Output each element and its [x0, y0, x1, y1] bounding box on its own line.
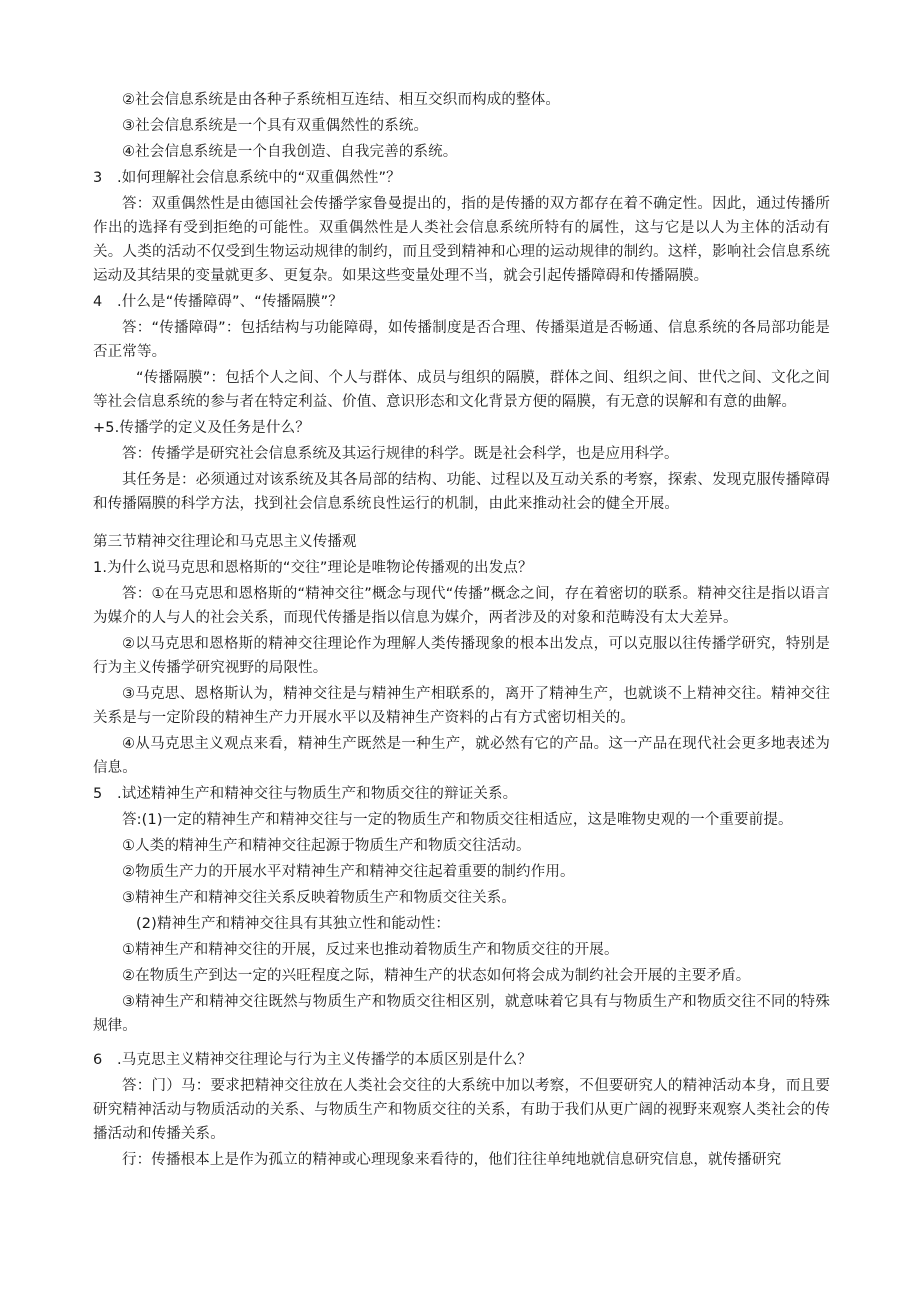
paragraph: 答:(1)一定的精神生产和精神交往与一定的物质生产和物质交往相适应，这是唯物史观的一个重要前提。	[122, 812, 793, 828]
question-line: 3 .如何理解社会信息系统中的“双重偶然性”？	[93, 170, 401, 186]
section-spacer	[93, 1040, 830, 1048]
paragraph: 答：“传播障碍”：包括结构与功能障碍，如传播制度是否合理、传播渠道是否畅通、信息系统的各局部功能是否正常等。	[93, 320, 830, 360]
paragraph: 答：双重偶然性是由德国社会传播学家鲁曼提出的，指的是传播的双方都存在着不确定性。因此，通过传播所作出的选择有受到拒绝的可能性。双重偶然性是人类社会信息系统所特有的属性，这与它是以人为主体的活动有关。人类的活动不仅受到生物运动规律的制约，而且受到精神和心理的运动规律的制约。这样，影响社会信息系统运动及其结果的变量就更多、更复杂。如果这些变量处理不当，就会引起传播障碍和传播隔膜。	[93, 196, 830, 284]
paragraph: 答：门）马：要求把精神交往放在人类社会交往的大系统中加以考察，不但要研究人的精神活动本身，而且要研究精神活动与物质活动的关系、与物质生产和物质交往的关系，有助于我们从更广阔的视野来观察人类社会的传播活动和传播关系。	[93, 1078, 830, 1142]
paragraph: ④社会信息系统是一个自我创造、自我完善的系统。	[122, 144, 458, 160]
paragraph: ①精神生产和精神交往的开展，反过来也推动着物质生产和物质交往的开展。	[122, 942, 619, 958]
paragraph: ②社会信息系统是由各种子系统相互连结、相互交织而构成的整体。	[122, 92, 560, 108]
question-line: 第三节精神交往理论和马克思主义传播观	[93, 534, 357, 550]
document-page	[93, 88, 830, 1174]
paragraph: ②在物质生产到达一定的兴旺程度之际，精神生产的状态如何将会成为制约社会开展的主要矛盾。	[122, 968, 751, 984]
paragraph: ③精神生产和精神交往既然与物质生产和物质交往相区别，就意味着它具有与物质生产和物质交往不同的特殊规律。	[93, 994, 830, 1034]
paragraph: (2)精神生产和精神交往具有其独立性和能动性：	[136, 916, 450, 932]
paragraph: 答：传播学是研究社会信息系统及其运行规律的科学。既是社会科学，也是应用科学。	[122, 446, 679, 462]
section-spacer	[93, 518, 830, 530]
paragraph: ①人类的精神生产和精神交往起源于物质生产和物质交往活动。	[122, 838, 531, 854]
paragraph: ③精神生产和精神交往关系反映着物质生产和物质交往关系。	[122, 890, 517, 906]
paragraph: ②物质生产力的开展水平对精神生产和精神交往起着重要的制约作用。	[122, 864, 575, 880]
paragraph: ③马克思、恩格斯认为，精神交往是与精神生产相联系的，离开了精神生产，也就谈不上精神交往。精神交往关系是与一定阶段的精神生产力开展水平以及精神生产资料的占有方式密切相关的。	[93, 686, 830, 726]
question-line: +5.传播学的定义及任务是什么？	[93, 420, 310, 436]
paragraph: “传播隔膜”：包括个人之间、个人与群体、成员与组织的隔膜，群体之间、组织之间、世代之间、文化之间等社会信息系统的参与者在特定利益、价值、意识形态和文化背景方便的隔膜，有无意的误解和有意的曲解。	[93, 370, 830, 410]
question-line: 5 .试述精神生产和精神交往与物质生产和物质交往的辩证关系。	[93, 786, 518, 802]
question-line: 4 .什么是“传播障碍”、“传播隔膜”？	[93, 294, 343, 310]
question-line: 6 .马克思主义精神交往理论与行为主义传播学的本质区别是什么？	[93, 1052, 532, 1068]
paragraph: 行：传播根本上是作为孤立的精神或心理现象来看待的，他们往往单纯地就信息研究信息，就传播研究	[122, 1152, 782, 1168]
question-line: 1.为什么说马克思和恩格斯的“交往”理论是唯物论传播观的出发点？	[93, 560, 533, 576]
paragraph: ④从马克思主义观点来看，精神生产既然是一种生产，就必然有它的产品。这一产品在现代社会更多地表述为信息。	[93, 736, 830, 776]
paragraph: 其任务是：必须通过对该系统及其各局部的结构、功能、过程以及互动关系的考察，探索、发现克服传播障碍和传播隔膜的科学方法，找到社会信息系统良性运行的机制，由此来推动社会的健全开展。	[93, 472, 830, 512]
paragraph: 答：①在马克思和恩格斯的“精神交往”概念与现代“传播”概念之间，存在着密切的联系。精神交往是指以语言为媒介的人与人的社会关系，而现代传播是指以信息为媒介，两者涉及的对象和范畴没有太大差异。	[93, 586, 830, 626]
paragraph: ②以马克思和恩格斯的精神交往理论作为理解人类传播现象的根本出发点，可以克服以往传播学研究，特别是行为主义传播学研究视野的局限性。	[93, 636, 830, 676]
paragraph: ③社会信息系统是一个具有双重偶然性的系统。	[122, 118, 429, 134]
